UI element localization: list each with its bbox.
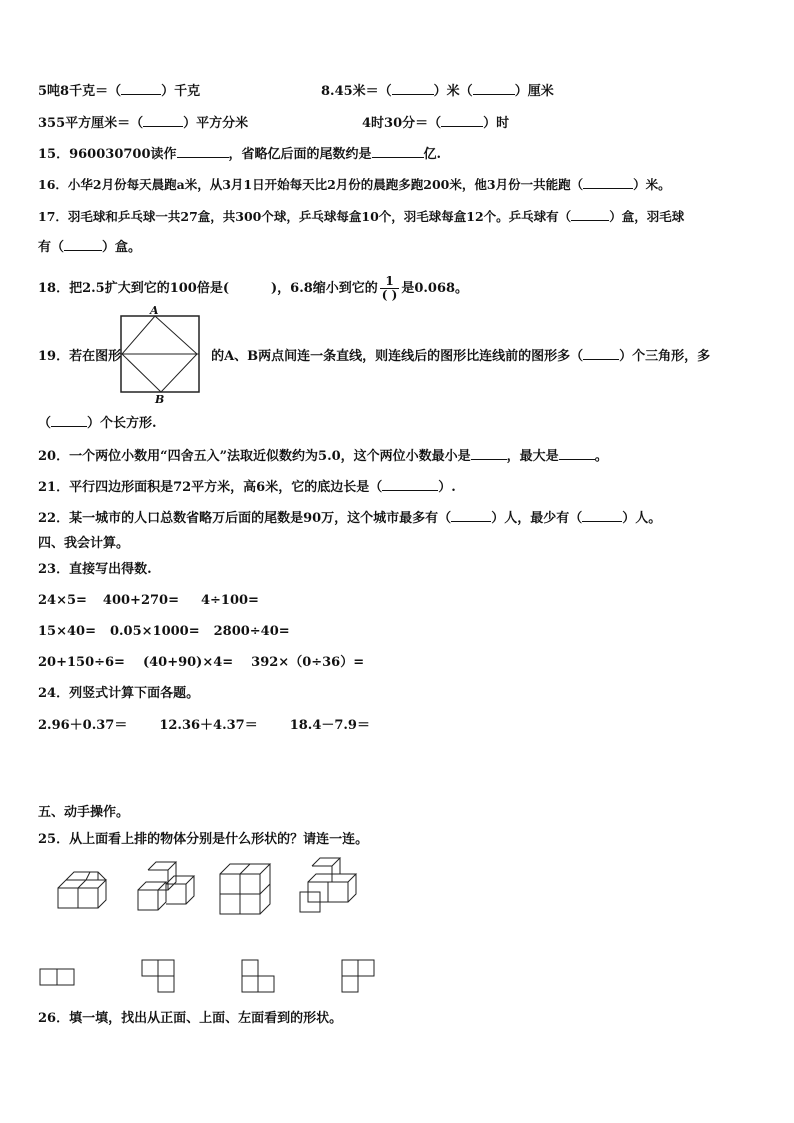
top-view-shape-1 — [38, 967, 78, 989]
cube-figure-3-lines — [220, 864, 270, 914]
answer-blank[interactable] — [559, 447, 595, 460]
question-19 — [38, 347, 710, 366]
calc-item: 0.05×1000= — [109, 624, 200, 639]
conv-text: 5吨8千克＝（ — [38, 84, 122, 99]
question-text: 21．平行四边形面积是72平方米，高6米，它的底边长是（ — [38, 480, 383, 495]
section-5-heading: 五、动手操作。 — [38, 805, 130, 820]
section-4-heading: 四、我会计算。 — [38, 536, 130, 551]
question-text: 15．960030700读作 — [38, 147, 177, 162]
conv-text: 8.45米＝（ — [321, 84, 392, 99]
question-20 — [38, 447, 608, 466]
answer-blank[interactable] — [177, 145, 229, 158]
cube-figure-1-lines — [58, 872, 106, 908]
q19-label-b: B — [155, 393, 165, 406]
question-text: ）人，最少有（ — [491, 511, 583, 526]
question-21 — [38, 478, 456, 497]
answer-blank[interactable] — [121, 82, 161, 95]
top-view-shape-3 — [238, 958, 282, 996]
answer-blank[interactable] — [582, 509, 622, 522]
calc-item: 18.4－7.9＝ — [289, 718, 370, 733]
conv-text: ）千克 — [161, 84, 201, 99]
answer-blank[interactable] — [451, 509, 491, 522]
q23-row-1 — [38, 592, 259, 610]
question-15 — [38, 145, 441, 164]
question-text: ）盒。 — [102, 240, 142, 255]
conversion-row-2 — [38, 114, 248, 133]
answer-blank[interactable] — [441, 114, 483, 127]
question-25-title: 25．从上面看上排的物体分别是什么形状的？请连一连。 — [38, 832, 369, 847]
question-text: 17．羽毛球和乒乓球一共27盒，共300个球，乒乓球每盒10个，羽毛球每盒12个。乒乓球有（ — [38, 209, 572, 224]
question-text: 19．若在图形 — [38, 349, 122, 364]
answer-blank[interactable] — [473, 82, 515, 95]
top-view-shape-4 — [338, 958, 382, 996]
q19-label-a: A — [150, 304, 159, 317]
cube-figure-4 — [298, 856, 360, 914]
answer-blank[interactable] — [372, 145, 424, 158]
question-text: 亿. — [423, 147, 442, 162]
calc-item: (40+90)×4= — [142, 655, 234, 670]
question-22 — [38, 509, 661, 528]
question-text: 16．小华2月份每天晨跑a米，从3月1日开始每天比2月份的晨跑多跑200米，他3月份一共能跑（ — [38, 177, 584, 192]
answer-blank[interactable] — [64, 238, 102, 251]
answer-blank[interactable] — [583, 347, 619, 360]
question-text: ，省略亿后面的尾数约是 — [228, 147, 372, 162]
answer-blank[interactable] — [392, 82, 434, 95]
conv-text: ）时 — [483, 116, 510, 131]
answer-blank[interactable] — [571, 208, 609, 221]
conversion-row-1-right — [321, 82, 554, 101]
question-text: ）个长方形. — [87, 416, 157, 431]
question-text: ）个三角形，多 — [619, 349, 711, 364]
question-text: 20．一个两位小数用“四舍五入”法取近似数约为5.0，这个两位小数最小是 — [38, 449, 471, 464]
top-view-shape-3-lines — [242, 960, 274, 992]
top-view-shape-2 — [138, 958, 182, 994]
question-text: 18．把2.5扩大到它的100倍是( — [38, 281, 229, 296]
calc-item: 400+270= — [102, 593, 179, 608]
conversion-row-1 — [38, 82, 200, 101]
question-text: 的A、B两点间连一条直线，则连线后的图形比连线前的图形多（ — [211, 349, 584, 364]
question-text: 是0.068。 — [401, 281, 469, 296]
conversion-row-2-right — [362, 114, 509, 133]
question-text: ）盒，羽毛球 — [609, 209, 685, 224]
question-17-cont — [38, 238, 141, 257]
question-16 — [38, 176, 671, 194]
answer-blank[interactable] — [583, 176, 633, 189]
answer-blank[interactable] — [143, 114, 183, 127]
question-23-title: 23．直接写出得数. — [38, 562, 152, 577]
question-text: （ — [38, 416, 52, 431]
question-text: ）米。 — [633, 177, 671, 192]
answer-blank[interactable] — [51, 414, 87, 427]
fraction-numerator: 1 — [380, 275, 400, 289]
question-text: 22．某一城市的人口总数省略万后面的尾数是90万，这个城市最多有（ — [38, 511, 452, 526]
question-text: 。 — [594, 449, 608, 464]
question-text: ）. — [438, 480, 456, 495]
calc-item: 392×（0÷36）= — [251, 655, 365, 670]
question-17 — [38, 208, 684, 226]
calc-item: 2800÷40= — [213, 624, 290, 639]
fraction-denominator[interactable]: ( ) — [381, 288, 398, 302]
cube-figure-4-lines — [300, 858, 356, 912]
question-text: )，6.8缩小到它的 — [271, 281, 378, 296]
conv-text: 355平方厘米＝（ — [38, 116, 144, 131]
fraction — [380, 275, 400, 302]
calc-item: 4÷100= — [200, 593, 259, 608]
q24-items — [38, 717, 370, 735]
calc-item: 12.36＋4.37＝ — [159, 718, 258, 733]
top-view-shape-1-lines — [40, 969, 74, 985]
conv-text: ）米（ — [433, 84, 473, 99]
question-text: ）人。 — [622, 511, 662, 526]
cube-figure-2 — [134, 860, 198, 916]
question-text: ，最大是 — [506, 449, 559, 464]
q23-row-3 — [38, 654, 364, 672]
q23-row-2 — [38, 623, 290, 641]
calc-item: 15×40= — [38, 624, 96, 639]
question-text: 有（ — [38, 240, 65, 255]
cube-figure-1 — [56, 866, 120, 916]
question-18 — [38, 275, 468, 302]
top-view-shape-2-lines — [142, 960, 174, 992]
question-24-title: 24．列竖式计算下面各题。 — [38, 686, 200, 701]
conv-text: 4时30分＝（ — [362, 116, 442, 131]
calc-item: 24×5= — [38, 593, 87, 608]
top-view-shape-4-lines — [342, 960, 374, 992]
cube-figure-2-lines — [138, 862, 194, 910]
calc-item: 2.96＋0.37＝ — [38, 718, 128, 733]
conv-text: ）厘米 — [514, 84, 554, 99]
question-26-title: 26．填一填，找出从正面、上面、左面看到的形状。 — [38, 1011, 343, 1026]
answer-blank[interactable] — [382, 478, 438, 491]
cube-figure-3 — [218, 860, 278, 916]
question-19-cont — [38, 414, 157, 433]
calc-item: 20+150÷6= — [38, 655, 125, 670]
answer-blank[interactable] — [471, 447, 507, 460]
conv-text: ）平方分米 — [183, 116, 249, 131]
